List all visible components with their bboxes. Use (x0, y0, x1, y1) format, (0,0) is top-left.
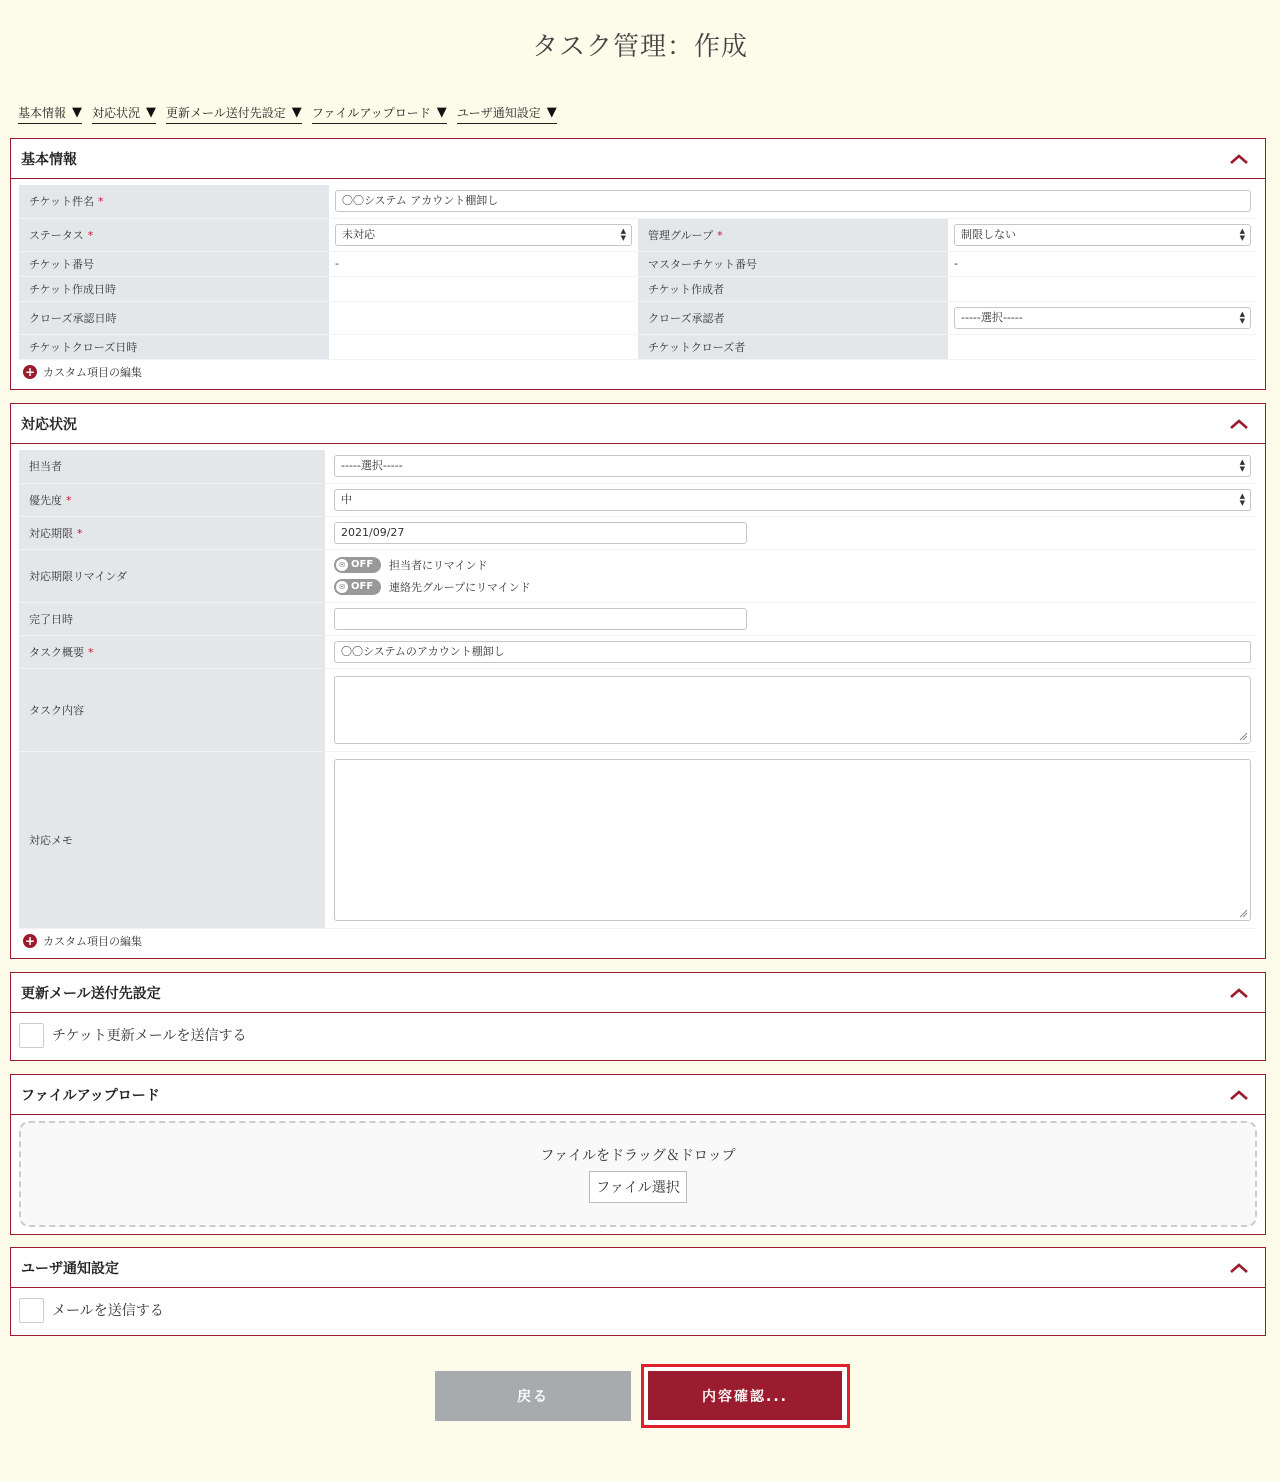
select-value: 制限しない (961, 227, 1016, 241)
section-title: ユーザ通知設定 (21, 1260, 119, 1277)
completed-input[interactable] (334, 608, 747, 630)
triangle-down-icon: ▼ (291, 105, 302, 120)
remind-assignee-row (334, 554, 1251, 576)
closer-value (948, 334, 1257, 359)
checkbox-label: メールを送信する (52, 1303, 164, 1319)
toggle-state: OFF (351, 559, 374, 570)
file-select-button[interactable]: ファイル選択 (589, 1171, 687, 1203)
field-label: 優先度 * (19, 483, 325, 516)
form-row (19, 251, 1257, 276)
resize-grip-icon[interactable] (1239, 909, 1248, 918)
select-arrows-icon: ▲ ▼ (1239, 226, 1245, 242)
toggle-label: 担当者にリマインド (389, 558, 488, 572)
mail-settings-section (10, 972, 1266, 1061)
response-table (19, 450, 1257, 929)
section-header (11, 1075, 1265, 1115)
anchor-notify[interactable] (457, 104, 557, 124)
select-arrows-icon: ▲ ▼ (620, 226, 626, 242)
ticket-no-value: - (329, 251, 638, 276)
field-label: 対応メモ (19, 751, 325, 928)
mail-icon: ✉ (336, 581, 348, 593)
chevron-up-icon[interactable] (1229, 417, 1249, 431)
field-label: クローズ承認日時 (19, 301, 329, 334)
field-label: クローズ承認者 (638, 301, 948, 334)
status-select[interactable] (335, 224, 632, 246)
creator-value (948, 276, 1257, 301)
triangle-down-icon: ▼ (72, 105, 83, 120)
field-label: チケット番号 (19, 251, 329, 276)
chevron-up-icon[interactable] (1229, 986, 1249, 1000)
field-label: タスク概要 * (19, 635, 325, 668)
anchor-response[interactable] (92, 104, 156, 124)
select-arrows-icon: ▲ ▼ (1239, 309, 1245, 325)
anchor-label: 基本情報 (18, 106, 67, 120)
section-title: ファイルアップロード (21, 1087, 160, 1104)
form-row (19, 218, 1257, 251)
field-label: チケット作成者 (638, 276, 948, 301)
form-row (19, 334, 1257, 359)
basic-info-section (10, 138, 1266, 390)
checkbox-label: チケット更新メールを送信する (52, 1028, 247, 1044)
send-mail-checkbox[interactable] (19, 1298, 44, 1323)
select-arrows-icon: ▲ ▼ (1239, 458, 1245, 474)
toggle-label: 連絡先グループにリマインド (389, 580, 531, 594)
page-title: タスク管理：作成 (531, 32, 748, 62)
form-row (19, 751, 1257, 928)
created-at-value (329, 276, 638, 301)
memo-textarea[interactable] (334, 759, 1251, 921)
triangle-down-icon: ▼ (146, 105, 157, 120)
field-label: 完了日時 (19, 602, 325, 635)
send-update-mail-checkbox[interactable] (19, 1023, 44, 1048)
group-select[interactable] (954, 224, 1251, 246)
resize-grip-icon[interactable] (1239, 732, 1248, 741)
confirm-button[interactable]: 内容確認... (648, 1371, 842, 1420)
remind-group-toggle[interactable] (334, 579, 381, 595)
select-value: -----選択----- (341, 459, 403, 473)
deadline-input[interactable]: 2021/09/27 (334, 522, 747, 544)
section-anchor-nav (18, 104, 557, 124)
toggle-state: OFF (351, 581, 374, 592)
select-value: 中 (341, 492, 352, 506)
close-approver-select[interactable] (954, 307, 1251, 329)
select-value: 未対応 (342, 227, 375, 241)
field-label: チケット件名 * (19, 185, 329, 218)
form-row (19, 276, 1257, 301)
section-title: 基本情報 (21, 151, 77, 168)
anchor-upload[interactable] (312, 104, 447, 124)
file-upload-section (10, 1074, 1266, 1235)
field-label: チケット作成日時 (19, 276, 329, 301)
response-section (10, 403, 1266, 959)
basic-info-table (19, 185, 1257, 360)
file-dropzone[interactable] (19, 1121, 1257, 1227)
custom-edit-label: カスタム項目の編集 (43, 365, 142, 379)
form-row (19, 602, 1257, 635)
field-label: 対応期限 * (19, 516, 325, 549)
plus-circle-icon: + (24, 933, 36, 948)
back-button[interactable]: 戻る (435, 1371, 631, 1421)
field-label: タスク内容 (19, 668, 325, 751)
close-approve-date-value (329, 301, 638, 334)
select-value: -----選択----- (961, 310, 1023, 324)
form-row (19, 483, 1257, 516)
master-no-value: - (948, 251, 1257, 276)
form-row (19, 185, 1257, 218)
section-title: 更新メール送付先設定 (21, 985, 161, 1002)
anchor-mail[interactable] (166, 104, 302, 124)
section-header (11, 973, 1265, 1013)
chevron-up-icon[interactable] (1229, 152, 1249, 166)
form-row (19, 516, 1257, 549)
plus-circle-icon: + (24, 364, 36, 379)
form-row (19, 549, 1257, 602)
triangle-down-icon: ▼ (546, 105, 557, 120)
user-notify-section (10, 1247, 1266, 1336)
anchor-basic[interactable] (18, 104, 82, 124)
remind-group-row (334, 576, 1251, 598)
form-row (19, 635, 1257, 668)
send-mail-row (11, 1288, 1265, 1332)
section-header (11, 404, 1265, 444)
form-row (19, 301, 1257, 334)
select-arrows-icon: ▲ ▼ (1239, 491, 1245, 507)
form-row (19, 668, 1257, 751)
ticket-name-input[interactable]: 〇〇システム アカウント棚卸し (335, 190, 1251, 212)
triangle-down-icon: ▼ (436, 105, 447, 120)
custom-edit-link[interactable] (19, 929, 1257, 953)
content-textarea[interactable] (334, 676, 1251, 744)
section-title: 対応状況 (21, 416, 77, 433)
summary-input[interactable]: 〇〇システムのアカウント棚卸し (334, 641, 1251, 663)
form-row (19, 450, 1257, 483)
field-label: マスターチケット番号 (638, 251, 948, 276)
field-label: 管理グループ * (638, 218, 948, 251)
field-label: チケットクローズ者 (638, 334, 948, 359)
anchor-label: ファイルアップロード (311, 106, 431, 120)
mail-icon: ✉ (336, 559, 348, 571)
section-header (11, 139, 1265, 179)
section-header (11, 1248, 1265, 1288)
anchor-label: 更新メール送付先設定 (166, 106, 286, 120)
closed-at-value (329, 334, 638, 359)
assignee-select[interactable] (334, 455, 1251, 477)
field-label: 担当者 (19, 450, 325, 483)
custom-edit-label: カスタム項目の編集 (43, 934, 142, 948)
chevron-up-icon[interactable] (1229, 1261, 1249, 1275)
field-label: 対応期限リマインダ (19, 549, 325, 602)
anchor-label: 対応状況 (92, 106, 141, 120)
send-update-mail-row (11, 1013, 1265, 1057)
custom-edit-link[interactable] (19, 360, 1257, 384)
priority-select[interactable] (334, 489, 1251, 511)
anchor-label: ユーザ通知設定 (456, 106, 541, 120)
chevron-up-icon[interactable] (1229, 1088, 1249, 1102)
field-label: ステータス * (19, 218, 329, 251)
field-label: チケットクローズ日時 (19, 334, 329, 359)
dropzone-text: ファイルをドラッグ＆ドロップ (540, 1148, 736, 1164)
remind-assignee-toggle[interactable] (334, 557, 381, 573)
